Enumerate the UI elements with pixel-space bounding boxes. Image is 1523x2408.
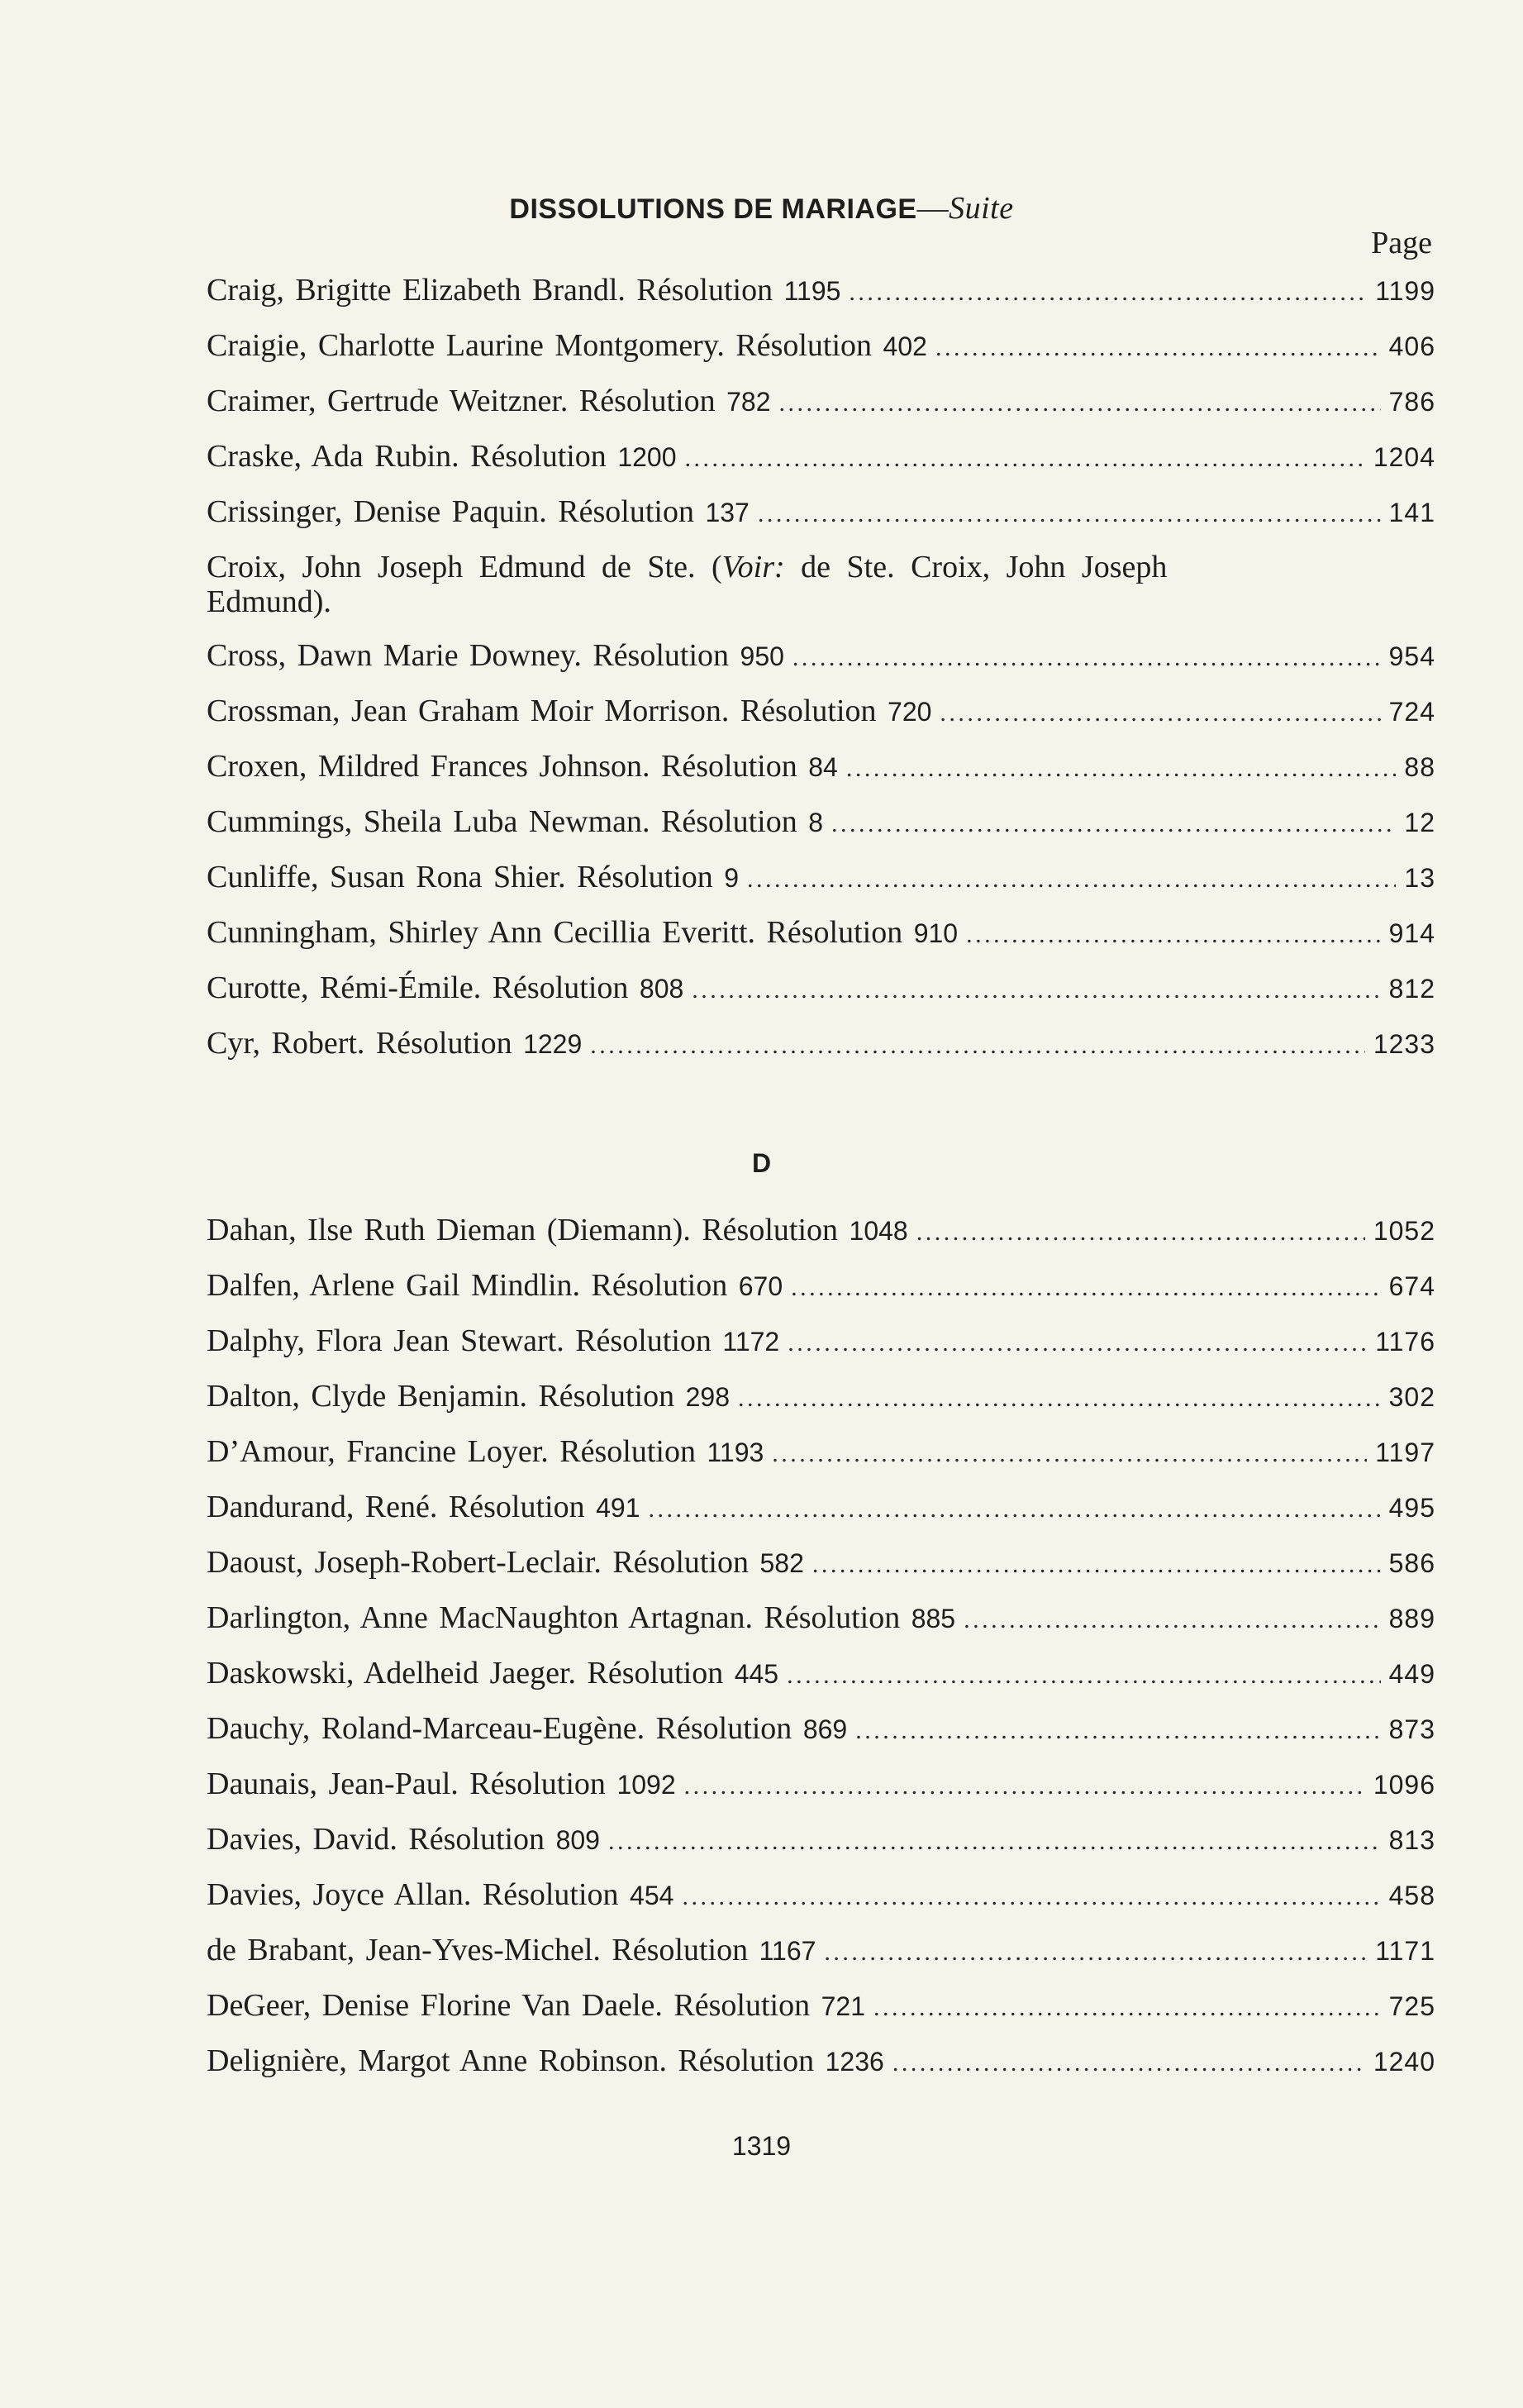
- entry-name: [207, 493, 750, 532]
- index-entry: [207, 1024, 1435, 1080]
- index-entry: [207, 271, 1435, 327]
- entry-label: Daunais, Jean-Paul. Résolution: [207, 1767, 617, 1801]
- croix-entry-block: [207, 550, 1435, 640]
- entry-label: Dandurand, René. Résolution: [207, 1490, 597, 1524]
- page-reference: 954: [1388, 641, 1435, 671]
- dot-leader: [846, 750, 1397, 788]
- entry-name: [207, 858, 739, 897]
- resolution-number: 1236: [825, 2047, 884, 2077]
- resolution-number: 1193: [707, 1438, 764, 1467]
- dot-leader: [849, 274, 1367, 312]
- page-reference: 13: [1404, 863, 1435, 893]
- dot-leader: [682, 1878, 1380, 1916]
- entry-name: [207, 637, 784, 675]
- entry-name: [207, 692, 931, 731]
- dot-leader: [892, 2044, 1365, 2082]
- dot-leader: [684, 1767, 1365, 1805]
- page-reference: 12: [1404, 808, 1435, 837]
- entry-label: Crossman, Jean Graham Moir Morrison. Résolution: [207, 694, 888, 728]
- index-entry: [207, 1322, 1435, 1377]
- entry-label: DeGeer, Denise Florine Van Daele. Résolution: [207, 1988, 821, 2023]
- resolution-number: 1048: [849, 1216, 908, 1246]
- dot-leader: [738, 1380, 1381, 1418]
- entry-name: [207, 327, 927, 365]
- index-entry: [207, 1543, 1435, 1599]
- index-entry: [207, 327, 1435, 382]
- index-entry: [207, 437, 1435, 493]
- entry-name: [207, 969, 683, 1008]
- resolution-number: 8: [808, 808, 824, 837]
- entry-label: Cummings, Sheila Luba Newman. Résolution: [207, 804, 809, 839]
- entry-name: [207, 1931, 816, 1970]
- resolution-number: 1200: [617, 442, 677, 472]
- index-entry: [207, 1654, 1435, 1709]
- resolution-number: 670: [738, 1271, 783, 1301]
- index-entry: [207, 493, 1435, 548]
- dot-leader: [824, 1934, 1367, 1972]
- entry-name: [207, 1709, 847, 1748]
- resolution-number: 1167: [759, 1936, 816, 1966]
- entry-label: Dalphy, Flora Jean Stewart. Résolution: [207, 1323, 723, 1358]
- entry-name: [207, 1654, 778, 1693]
- entry-label: Craske, Ada Rubin. Résolution: [207, 439, 618, 474]
- page-reference: 786: [1388, 387, 1435, 417]
- index-list-d: [207, 1211, 1435, 2097]
- index-entry: [207, 1820, 1435, 1876]
- resolution-number: 808: [639, 974, 684, 1004]
- resolution-number: 720: [888, 697, 932, 727]
- dot-leader: [608, 1823, 1381, 1861]
- heading-dash: —: [916, 191, 949, 226]
- entry-name: [207, 1986, 865, 2025]
- page-reference: 1233: [1373, 1029, 1435, 1059]
- resolution-number: 1229: [523, 1029, 583, 1059]
- index-entry: [207, 2042, 1435, 2097]
- resolution-number: 1092: [616, 1770, 676, 1800]
- dot-leader: [812, 1546, 1381, 1584]
- resolution-number: 1195: [783, 276, 841, 306]
- resolution-number: 721: [821, 1991, 865, 2021]
- index-entry: [207, 1488, 1435, 1543]
- dot-leader: [772, 1435, 1367, 1473]
- index-list-c1: [207, 271, 1435, 548]
- dot-leader: [855, 1712, 1380, 1750]
- entry-name: [207, 1433, 764, 1471]
- dot-leader: [916, 1214, 1365, 1252]
- resolution-number: 445: [734, 1659, 779, 1689]
- entry-name: [207, 1488, 640, 1527]
- dot-leader: [940, 694, 1380, 732]
- page-reference: 302: [1388, 1382, 1435, 1412]
- entry-name: [207, 1765, 676, 1804]
- page-reference: 406: [1388, 331, 1435, 361]
- dot-leader: [787, 1657, 1381, 1695]
- entry-label: Craimer, Gertrude Weitzner. Résolution: [207, 384, 727, 418]
- entry-name: [207, 437, 677, 476]
- resolution-number: 782: [726, 387, 771, 417]
- heading-suite: Suite: [949, 191, 1014, 226]
- entry-label: Dauchy, Roland-Marceau-Eugène. Résolution: [207, 1711, 803, 1746]
- index-entry: [207, 1599, 1435, 1654]
- dot-leader: [935, 329, 1381, 367]
- resolution-number: 809: [555, 1825, 600, 1855]
- resolution-number: 9: [724, 863, 740, 893]
- entry-continuation: Edmund).: [207, 584, 331, 619]
- page-reference: 1171: [1375, 1936, 1435, 1966]
- index-entry: [207, 1377, 1435, 1433]
- entry-name: [207, 2042, 884, 2081]
- page-reference: 1197: [1375, 1438, 1435, 1467]
- entry-name: [207, 1599, 955, 1638]
- page-reference: 914: [1388, 918, 1435, 948]
- entry-text-before: Croix, John Joseph Edmund de Ste. (: [207, 550, 722, 584]
- resolution-number: 491: [596, 1493, 640, 1523]
- page-reference: 873: [1388, 1714, 1435, 1744]
- entry-label: Craigie, Charlotte Laurine Montgomery. Résolution: [207, 328, 883, 363]
- entry-name: [207, 1211, 908, 1250]
- index-entry: [207, 969, 1435, 1024]
- page-reference: 449: [1388, 1659, 1435, 1689]
- dot-leader: [779, 384, 1381, 422]
- entry-text-after: de Ste. Croix, John Joseph: [784, 550, 1168, 584]
- index-entry: [207, 1765, 1435, 1820]
- resolution-number: 869: [802, 1714, 848, 1744]
- page-reference: 674: [1388, 1271, 1435, 1301]
- page-reference: 1204: [1373, 442, 1435, 472]
- resolution-number: 1172: [722, 1327, 780, 1357]
- index-entry: [207, 803, 1435, 858]
- dot-leader: [692, 971, 1380, 1009]
- entry-label: Dalton, Clyde Benjamin. Résolution: [207, 1379, 686, 1414]
- entry-name: [207, 1377, 730, 1416]
- dot-leader: [964, 1601, 1381, 1639]
- entry-label: Daskowski, Adelheid Jaeger. Résolution: [207, 1656, 735, 1690]
- index-entry: [207, 1709, 1435, 1765]
- page-reference: 889: [1388, 1604, 1435, 1633]
- resolution-number: 402: [883, 331, 927, 361]
- page-reference: 495: [1388, 1493, 1435, 1523]
- entry-label: Dalfen, Arlene Gail Mindlin. Résolution: [207, 1268, 739, 1303]
- dot-leader: [873, 1989, 1381, 2027]
- entry-name: [207, 913, 958, 952]
- entry-label: D’Amour, Francine Loyer. Résolution: [207, 1434, 707, 1469]
- dot-leader: [685, 440, 1365, 478]
- voir-label: Voir:: [721, 550, 785, 584]
- index-entry: [207, 1876, 1435, 1931]
- page-reference: 88: [1404, 752, 1435, 782]
- entry-label: Cunningham, Shirley Ann Cecillia Everitt. Résolution: [207, 915, 914, 950]
- page-reference: 141: [1388, 498, 1435, 527]
- entry-label: Darlington, Anne MacNaughton Artagnan. Résolution: [207, 1600, 911, 1635]
- dot-leader: [788, 1324, 1367, 1362]
- resolution-number: 298: [685, 1382, 731, 1412]
- page-reference: 812: [1388, 974, 1435, 1004]
- dot-leader: [791, 1269, 1380, 1307]
- index-entry: [207, 382, 1435, 437]
- page-reference: 1199: [1375, 276, 1435, 306]
- entry-name: [207, 1024, 582, 1063]
- page-reference: 1176: [1375, 1327, 1435, 1357]
- page-reference: 1052: [1373, 1216, 1435, 1246]
- page-heading: [0, 190, 1523, 226]
- index-entry: [207, 1433, 1435, 1488]
- entry-name: [207, 1876, 673, 1914]
- section-letter-d: D: [751, 1148, 772, 1178]
- entry-label: Dahan, Ilse Ruth Dieman (Diemann). Résolution: [207, 1213, 850, 1247]
- index-list-c2: [207, 637, 1435, 1080]
- entry-label: Cross, Dawn Marie Downey. Résolution: [207, 638, 740, 673]
- entry-text: [207, 550, 1435, 584]
- entry-label: Croxen, Mildred Frances Johnson. Résolution: [207, 749, 809, 784]
- page-reference: 458: [1388, 1881, 1435, 1910]
- entry-name: [207, 1322, 779, 1361]
- index-entry: [207, 1211, 1435, 1266]
- entry-label: Davies, Joyce Allan. Résolution: [207, 1877, 631, 1912]
- entry-label: Cyr, Robert. Résolution: [207, 1026, 524, 1061]
- page-reference: 586: [1388, 1548, 1435, 1578]
- entry-name: [207, 747, 838, 786]
- index-entry: [207, 913, 1435, 969]
- resolution-number: 910: [913, 918, 959, 948]
- dot-leader: [758, 495, 1381, 533]
- resolution-number: 950: [740, 641, 784, 671]
- heading-title: DISSOLUTIONS DE MARIAGE: [509, 193, 917, 225]
- index-entry: [207, 1266, 1435, 1322]
- entry-label: Curotte, Rémi-Émile. Résolution: [207, 970, 640, 1005]
- entry-name: [207, 382, 771, 421]
- page-column-label: Page: [1371, 226, 1432, 260]
- index-entry-cross-reference: [207, 550, 1435, 619]
- dot-leader: [590, 1027, 1365, 1065]
- resolution-number: 582: [759, 1548, 804, 1578]
- index-entry: [207, 747, 1435, 803]
- index-entry: [207, 858, 1435, 913]
- entry-name: [207, 1820, 600, 1859]
- entry-label: Cunliffe, Susan Rona Shier. Résolution: [207, 860, 725, 894]
- entry-label: Davies, David. Résolution: [207, 1822, 556, 1857]
- dot-leader: [747, 861, 1396, 899]
- entry-name: [207, 803, 823, 842]
- resolution-number: 137: [705, 498, 750, 527]
- index-entry: [207, 1931, 1435, 1986]
- page-number: 1319: [731, 2131, 792, 2161]
- page-reference: 724: [1388, 697, 1435, 727]
- entry-label: Craig, Brigitte Elizabeth Brandl. Résolution: [207, 273, 784, 308]
- resolution-number: 885: [911, 1604, 956, 1633]
- index-entry: [207, 1986, 1435, 2042]
- index-entry: [207, 637, 1435, 692]
- dot-leader: [648, 1490, 1380, 1528]
- dot-leader: [831, 805, 1396, 843]
- resolution-number: 84: [808, 752, 838, 782]
- entry-label: Delignière, Margot Anne Robinson. Résolution: [207, 2043, 826, 2078]
- entry-name: [207, 1266, 783, 1305]
- entry-name: [207, 1543, 804, 1582]
- entry-label: de Brabant, Jean-Yves-Michel. Résolution: [207, 1933, 759, 1967]
- index-entry: [207, 692, 1435, 747]
- entry-label: Daoust, Joseph-Robert-Leclair. Résolution: [207, 1545, 760, 1580]
- page-reference: 1096: [1373, 1770, 1435, 1800]
- page-reference: 1240: [1373, 2047, 1435, 2077]
- dot-leader: [792, 639, 1381, 677]
- entry-name: [207, 271, 840, 310]
- dot-leader: [966, 916, 1381, 954]
- resolution-number: 454: [630, 1881, 674, 1910]
- page-reference: 813: [1388, 1825, 1435, 1855]
- entry-label: Crissinger, Denise Paquin. Résolution: [207, 494, 706, 529]
- page-reference: 725: [1388, 1991, 1435, 2021]
